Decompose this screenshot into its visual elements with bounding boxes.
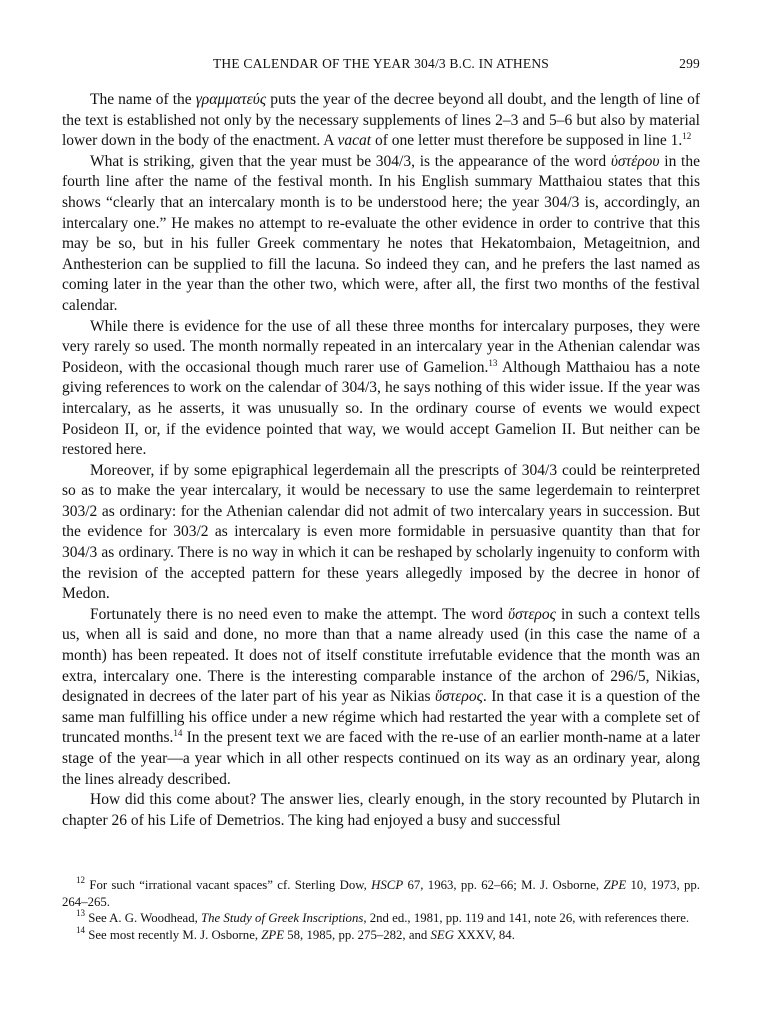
footnote-ref-12[interactable]: 12 <box>682 131 692 142</box>
footnote-text: For such “irrational vacant spaces” cf. Sterling Dow, <box>85 878 372 892</box>
journal-title: HSCP <box>371 878 404 892</box>
footnote-text: , 2nd ed., 1981, pp. 119 and 141, note 26, with references there. <box>363 911 690 925</box>
paragraph-text: in such a context tells us, when all is said and done, no more than that a name already used (in this case the name of a month) has been repeated. It does not of itself constitute irrefutable evidence that the month was an extra, intercalary one. There is the interesting comparable instance of the archon of 296/5, Nikias, designated in decrees of the later part of his year as Nikias <box>62 605 700 706</box>
greek-word: ὕστερος <box>434 688 483 706</box>
paragraph-text: While there is evidence for the use of all these three months for intercalary purposes, they were very rarely so used. The month normally repeated in an intercalary year in the Athenian calendar was Posideon, with the occasional though much rarer use of Gamelion. <box>62 317 700 376</box>
footnote-13 <box>62 910 700 927</box>
paragraph-1 <box>62 90 700 152</box>
greek-word: ὑστέρου <box>610 152 660 170</box>
footnote-text: 67, 1963, pp. 62–66; M. J. Osborne, <box>403 878 604 892</box>
running-header <box>62 56 700 76</box>
paragraph-text: Although Matthaiou has a note giving references to work on the calendar of 304/3, he says nothing of this wider issue. If the year was intercalary, as he asserts, it was unusually so. In the ordinary course of events we would expect Posideon II, or, if the evidence pointed that way, we would accept Gamelion II. But neither can be restored here. <box>62 358 700 459</box>
book-title: The Study of Greek Inscriptions <box>201 911 364 925</box>
footnotes <box>62 877 700 943</box>
footnote-text: XXXV, 84. <box>453 927 515 942</box>
footnote-text: See most recently M. J. Osborne, <box>85 927 262 942</box>
running-title: THE CALENDAR OF THE YEAR 304/3 B.C. IN ATHENS <box>212 56 549 71</box>
paragraph-6: How did this come about? The answer lies, clearly enough, in the story recounted by Plutarch in chapter 26 of his Life of Demetrios. The king had enjoyed a busy and successful <box>62 791 700 829</box>
paragraph-text: In the present text we are faced with the re-use of an earlier month-name at a later stage of the year—a year which in all other respects continued on its way as an ordinary year, along the lines already described. <box>62 729 700 788</box>
italic-term: vacat <box>337 132 372 150</box>
footnote-number: 13 <box>76 908 85 918</box>
paragraph-text: of one letter must therefore be supposed in line 1. <box>371 132 683 150</box>
footnote-text: 10, 1973, pp. 264–265. <box>62 878 700 909</box>
footnote-14 <box>62 924 700 944</box>
journal-title: SEG <box>430 927 454 942</box>
paragraph-5 <box>62 605 700 790</box>
footnote-number: 12 <box>76 875 85 885</box>
paragraph-4: Moreover, if by some epigraphical legerdemain all the prescripts of 304/3 could be reinterpreted so as to make the year intercalary, it would be necessary to use the same legerdemain to reinterpret 303/2 as ordinary: for the Athenian calendar did not admit of two intercalary years in succession. But the evidence for 303/2 as intercalary is even more formidable in persuasive quantity than that for 304/3 as ordinary. There is no way in which it can be reshaped by scholarly ingenuity to conform with the revision of the accepted pattern for these years allegedly imposed by the decree in honor of Medon. <box>62 461 700 603</box>
greek-word: ὕστερος <box>508 605 556 623</box>
paragraph-text: in the fourth line after the name of the festival month. In his English summary Matthaiou states that this shows “clearly that an intercalary month is to be understood here; the year 304/3 is, accordingly, an intercalary one.” He makes no attempt to re-evaluate the other evidence in order to contrive that this may be so, but in his fuller Greek commentary he notes that Hekatombaion, Metageitnion, and Anthesterion can be supplied to fill the lacuna. So indeed they can, and he prefers the last named as coming later in the year than the other two, which were, after all, the first two months of the festival calendar. <box>62 152 700 314</box>
paragraph-3 <box>62 317 700 461</box>
greek-word: γραμματεύς <box>195 91 267 108</box>
paragraph-text: The name of the <box>90 91 196 108</box>
footnote-12 <box>62 877 700 910</box>
paragraph-text: . In that case it is a question of the same man fulfilling his office under a new régime which had restarted the year with a complete set of truncated months. <box>62 688 700 747</box>
footnote-number: 14 <box>76 924 85 935</box>
footnote-ref-14[interactable]: 14 <box>173 728 183 739</box>
footnote-ref-13[interactable]: 13 <box>488 357 498 368</box>
paragraph-text: What is striking, given that the year must be 304/3, is the appearance of the word <box>90 152 611 170</box>
journal-title: ZPE <box>603 878 627 892</box>
journal-title: ZPE <box>261 927 285 942</box>
body-text <box>62 90 700 831</box>
paragraph-2 <box>62 152 700 317</box>
page-number: 299 <box>679 56 700 71</box>
paragraph-text: Fortunately there is no need even to make the attempt. The word <box>90 605 509 623</box>
footnote-text: 58, 1985, pp. 275–282, and <box>284 927 431 942</box>
footnote-text: See A. G. Woodhead, <box>85 911 202 925</box>
paragraph-text: puts the year of the decree beyond all doubt, and the length of line of the text is established not only by the necessary supplements of lines 2–3 and 5–6 but also by material lower down in the body of the enactment. A <box>62 91 700 150</box>
